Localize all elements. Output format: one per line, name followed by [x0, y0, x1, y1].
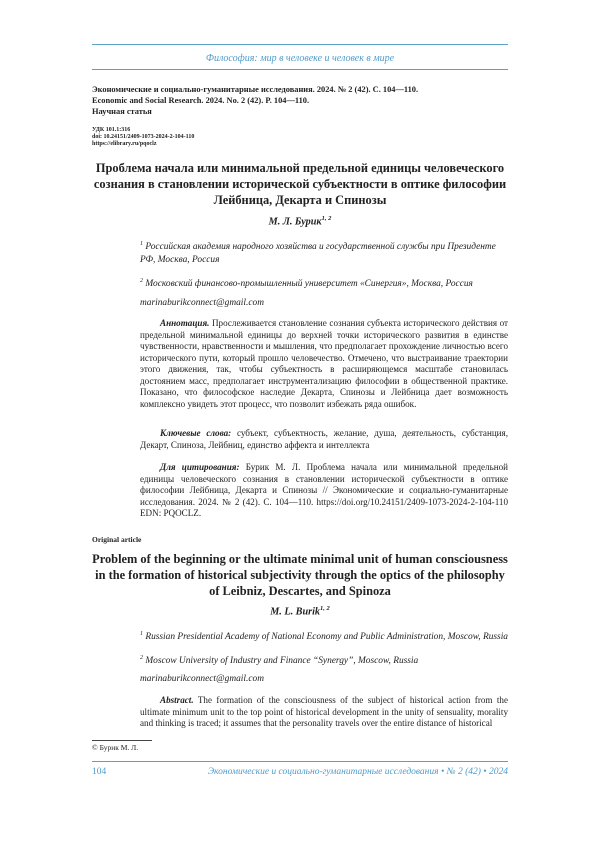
affiliation-2-en — [140, 652, 508, 668]
title-ru: Проблема начала или минимальной предельной единицы человеческого сознания в становлении исторической субъектности в оптике философии Лейбница, Декарта и Спинозы — [93, 161, 507, 207]
abstract-label-ru: Аннотация. — [160, 318, 210, 328]
abstract-text-ru: Прослеживается становление сознания субъекта исторического действия от предельной минимальной единицы до верхней точки исторического развития в единстве чувственности, нравственности и мышления, что предполагает прохождение личностью всего исторического пути, который прошло человечество. Отмечено, что выстраивание траектории этого движения, так, чтобы субъектность в расширяющемся масштабе становилась достоянием масс, предполагает инструментализацию философии в общественной практике. Показано, что философское наследие Декарта, Спинозы и Лейбница дает возможность комплексно увидеть этот процесс, что позволит избежать ряда ошибок. — [140, 318, 509, 409]
article-type-en: Original article — [92, 535, 142, 544]
keywords-ru — [140, 428, 508, 451]
citing-text-ru: Бурик М. Л. Проблема начала или минимальной предельной единицы человеческого сознания в становлении исторической субъектности в оптике философии Лейбница, Декарта и Спинозы // Экономические и социально-гуманитарные исследования. 2024. № 2 (42). С. 104—110. https://doi.org/10.24151/2409-1073-2024-2-104-110 EDN: PQOCLZ. — [140, 462, 508, 518]
author-ru — [92, 215, 508, 227]
email-en[interactable]: marinaburikconnect@gmail.com — [140, 674, 264, 684]
author-en — [92, 605, 508, 617]
keywords-text-ru: субъект, субъектность, желание, душа, деятельность, субстанция, Декарт, Спиноза, Лейбниц, единство аффекта и интеллекта — [140, 428, 509, 450]
identifiers — [92, 127, 508, 149]
author-name-en: M. L. Burik — [270, 606, 321, 618]
citation-line-ru: Экономические и социально-гуманитарные исследования. 2024. № 2 (42). С. 104—110. — [92, 85, 419, 94]
abstract-en — [140, 695, 508, 730]
citation-line-en: Economic and Social Research. 2024. No. 2 (42). P. 104—110. — [92, 96, 310, 105]
email-ru[interactable]: marinaburikconnect@gmail.com — [140, 298, 264, 308]
udc: УДК 101.1:316 — [92, 127, 131, 133]
footer-journal: Экономические и социально-гуманитарные исследования • № 2 (42) • 2024 — [207, 767, 508, 777]
author-name-ru: М. Л. Бурик — [268, 216, 322, 228]
affiliation-1-ru — [140, 238, 508, 266]
running-head: Философия: мир в человеке и человек в мире — [205, 53, 395, 64]
footer-rule — [92, 761, 508, 762]
affiliation-text: Russian Presidential Academy of National Economy and Public Administration, Moscow, Russia — [145, 632, 508, 643]
header-rule — [92, 44, 508, 45]
citing-label-ru: Для цитирования: — [160, 462, 240, 472]
elibrary-link[interactable]: https://elibrary.ru/pqoclz — [92, 141, 157, 148]
page-number: 104 — [92, 767, 107, 777]
citing-ru — [140, 462, 508, 520]
affiliation-sup: 2 — [140, 278, 143, 284]
copyright-footnote: © Бурик М. Л. — [92, 743, 139, 752]
affiliation-text: Московский финансово-промышленный университет «Синергия», Москва, Россия — [145, 279, 473, 290]
abstract-text-en: The formation of the consciousness of the subject of historical action from the ultimate minimum unit to the top point of historical development in the unity of sensuality, morality and thinking is traced; it assumes that the personality travels over the entire distance of historical — [140, 695, 509, 728]
footnote-rule — [92, 740, 152, 741]
affiliation-2-ru — [140, 275, 508, 291]
author-sup-en: 1, 2 — [320, 605, 330, 612]
article-type-ru: Научная статья — [92, 107, 152, 116]
title-en: Problem of the beginning or the ultimate minimal unit of human consciousness in the formation of historical subjectivity through the optics of the philosophy of Leibniz, Descartes, and Spinoza — [92, 552, 508, 598]
affiliation-text: Российская академия народного хозяйства и государственной службы при Президенте РФ, Москва, Россия — [140, 242, 496, 265]
doi: doi: 10.24151/2409-1073-2024-2-104-110 — [92, 134, 195, 141]
affiliation-sup: 1 — [140, 631, 143, 637]
abstract-label-en: Abstract. — [160, 695, 194, 705]
abstract-ru — [140, 318, 508, 410]
keywords-label-ru: Ключевые слова: — [160, 428, 232, 438]
affiliation-text: Moscow University of Industry and Finance “Synergy”, Moscow, Russia — [145, 656, 419, 667]
citation-block — [92, 84, 508, 117]
affiliation-sup: 2 — [140, 655, 143, 661]
author-sup-ru: 1, 2 — [321, 215, 332, 222]
affiliation-1-en — [140, 628, 508, 644]
header-rule-bottom — [92, 69, 508, 70]
affiliation-sup: 1 — [140, 241, 143, 247]
